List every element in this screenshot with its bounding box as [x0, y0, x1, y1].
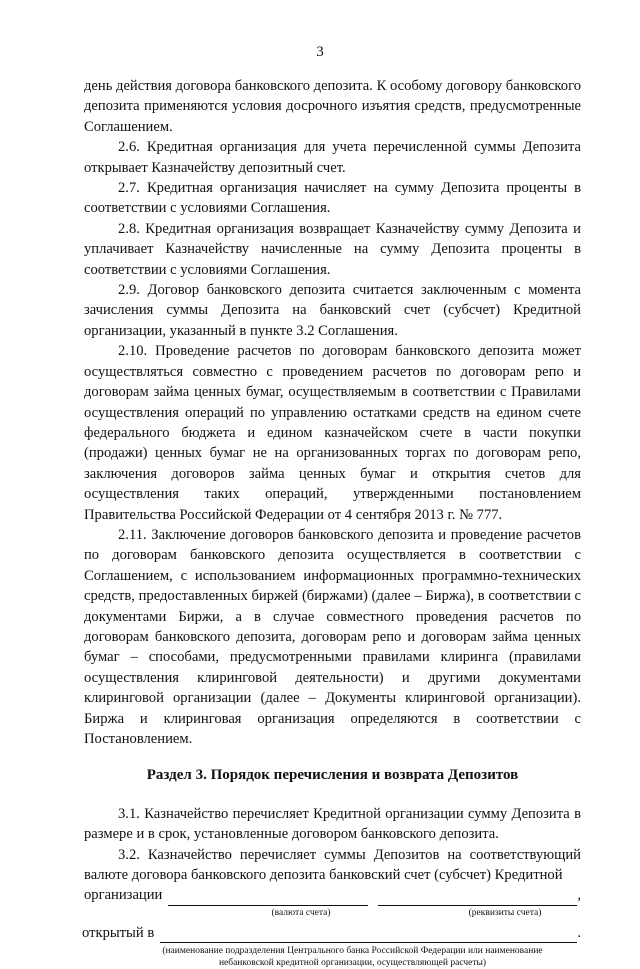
paragraph-2-11: 2.11. Заключение договоров банковского депозита и проведение расчетов по договорам банковского депозита осуществляется в соответствии с Соглашением, с использованием информационных программно-технических средств, предоставленных биржей (биржами) (далее – Биржа), в соответствии с документами Биржи, а в случае совместного проведения расчетов по договорам банковского депозита, договорам репо и договорам займа ценных бумаг – способами, предусмотренными правилами клиринга (правилами осуществления клиринговой деятельности) и другими документами клиринговой организации (далее – Документы клиринговой организации). Биржа и клиринговая организация определяются в соответствии с Постановлением. [84, 526, 581, 747]
paragraph-2-6: 2.6. Кредитная организация для учета перечисленной суммы Депозита открывает Казначейству депозитный счет. [84, 139, 581, 176]
currency-hint: (валюта счета) [271, 907, 331, 918]
requisites-blank-field[interactable] [378, 891, 578, 906]
requisites-hint: (реквизиты счета) [468, 907, 542, 918]
paragraph-2-7: 2.7. Кредитная организация начисляет на сумму Депозита проценты в соответствии с условиями Соглашения. [84, 180, 581, 217]
paragraph-continuation: день действия договора банковского депозита. К особому договору банковского депозита применяются условия досрочного изъятия средств, предусмотренные Соглашением. [84, 78, 581, 135]
comma-mark: , [577, 887, 582, 904]
paragraph-2-8: 2.8. Кредитная организация возвращает Казначейству сумму Депозита и уплачивает Казначейству начисленные на сумму Депозита проценты в соответствии с условиями Соглашения. [84, 220, 581, 278]
bank-name-note [124, 945, 581, 969]
paragraph-3-2: 3.2. Казначейство перечисляет суммы Депозитов на соответствующий валюте договора банковского депозита банковский счет (субсчет) Кредитной [84, 846, 581, 884]
bank-name-note-line-1: (наименование подразделения Центрального банка Российской Федерации или наименование [162, 946, 543, 957]
paragraph-3-1: 3.1. Казначейство перечисляет Кредитной организации сумму Депозита в размере и в срок, установленные договором банковского депозита. [84, 805, 581, 843]
bank-name-blank-field[interactable] [160, 928, 577, 943]
opened-in-label: открытый в [82, 924, 155, 941]
opened-in-row [82, 923, 581, 943]
account-form-row [84, 885, 581, 905]
paragraph-2-9: 2.9. Договор банковского депозита считается заключенным с момента зачисления суммы Депозита на банковский счет (субсчет) Кредитной организации, указанный в пункте 3.2 Соглашения. [84, 282, 581, 339]
field-hints [84, 907, 581, 919]
section-heading: Раздел 3. Порядок перечисления и возврата Депозитов [146, 767, 519, 784]
paragraph-2-10: 2.10. Проведение расчетов по договорам банковского депозита может осуществляться совместно с проведением расчетов по договорам репо и договорам займа ценных бумаг, осуществляемым в соответствии с Правилами осуществления операций по управлению остатками средств на едином счете федерального бюджета и едином казначейском счете в части покупки (продажи) ценных бумаг не на организованных торгах по договорам репо, заключения договоров займа ценных бумаг и открытия счетов для осуществления таких операций, утвержденными постановлением Правительства Российской Федерации от 4 сентября 2013 г. № 777. [84, 343, 581, 523]
organization-label: организации [84, 887, 163, 904]
currency-blank-field[interactable] [168, 891, 368, 906]
period-mark: . [577, 924, 581, 941]
page-number: 3 [316, 44, 324, 60]
document-body [84, 76, 581, 969]
bank-name-note-line-2: небанковской кредитной организации, осуществляющей расчеты) [218, 958, 487, 969]
